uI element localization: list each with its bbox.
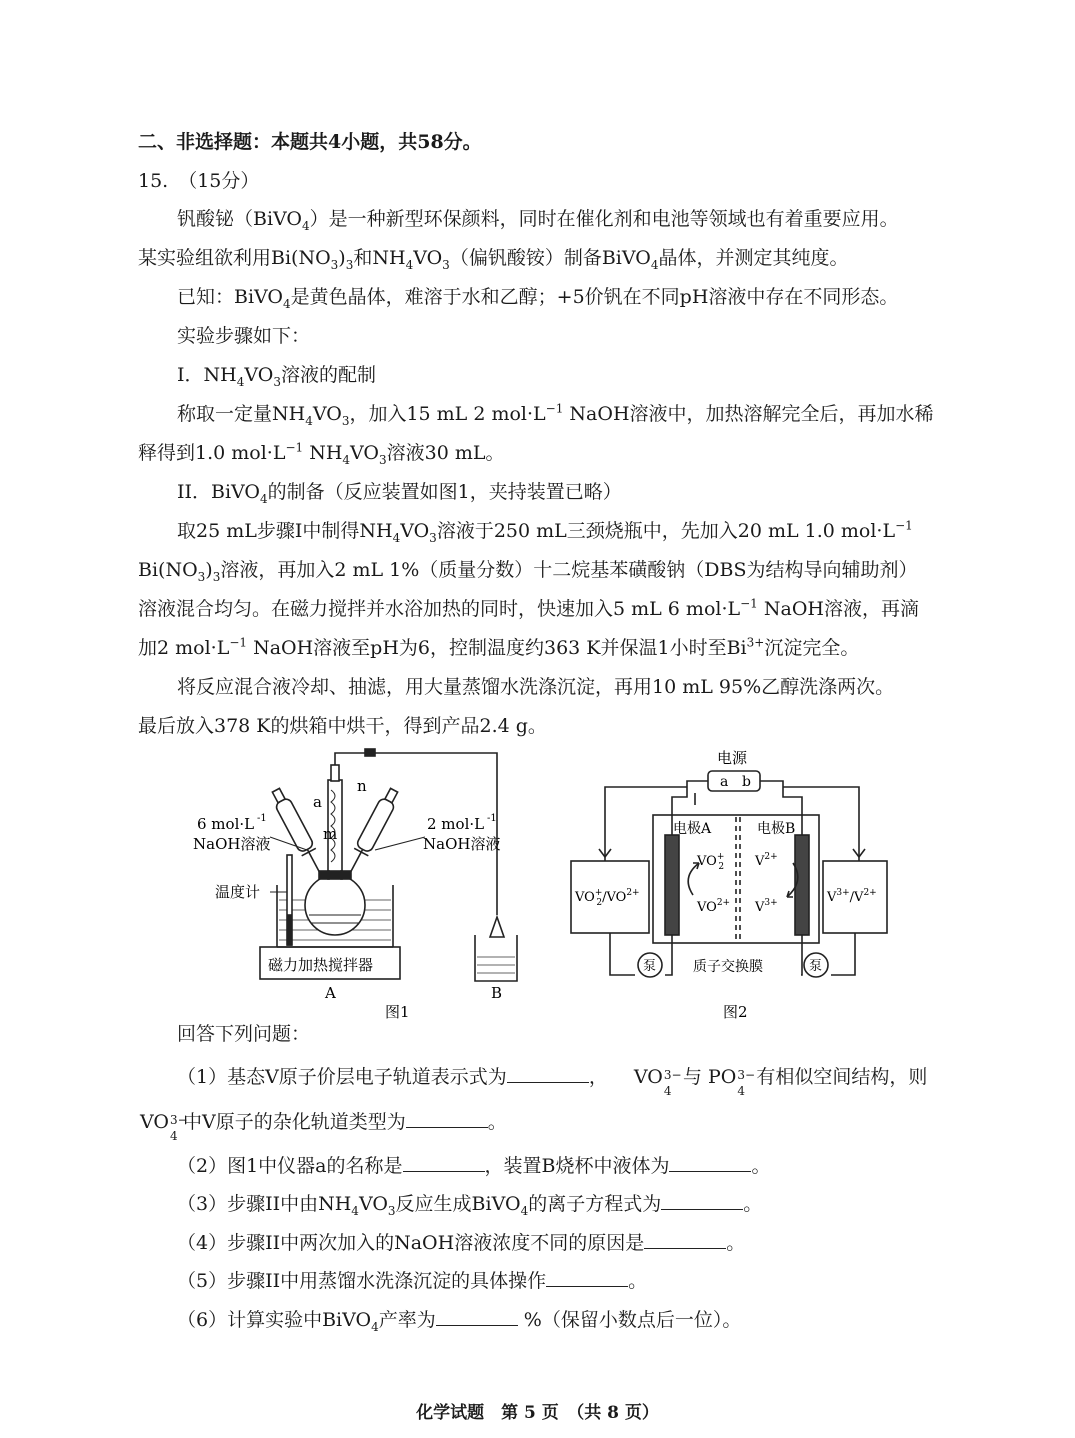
ion-scripts bbox=[169, 1108, 188, 1143]
sub: 4 bbox=[236, 374, 245, 389]
ion-charge: 3− bbox=[737, 1068, 756, 1082]
fig1-label-A: A bbox=[325, 984, 336, 1002]
figure-2 bbox=[565, 745, 895, 1025]
vo4-ion bbox=[140, 1108, 188, 1143]
text: 溶液30 mL。 bbox=[386, 442, 505, 464]
fig2-electrode-b-label: 电极B bbox=[757, 821, 796, 837]
question-points: （15分） bbox=[178, 170, 260, 192]
text: 与 bbox=[682, 1066, 702, 1088]
sub: 3 bbox=[273, 374, 281, 389]
text: NaOH溶液中，加热溶解完全后，再加水稀 bbox=[563, 403, 934, 425]
sub: 3 bbox=[330, 257, 339, 272]
sub: 4 bbox=[650, 257, 659, 272]
text: 有相似空间结构，则 bbox=[756, 1066, 928, 1088]
text: （3）步骤II中由NH bbox=[177, 1193, 352, 1215]
sub: 3 bbox=[442, 257, 450, 272]
sup: 3+ bbox=[746, 635, 765, 650]
step2-para-4 bbox=[138, 634, 859, 662]
step2-para-2 bbox=[138, 556, 918, 584]
ion-scripts bbox=[736, 1063, 756, 1098]
q2-line bbox=[177, 1152, 771, 1180]
text: Bi(NO bbox=[138, 559, 198, 581]
text: （2）图1中仪器a的名称是 bbox=[177, 1155, 403, 1177]
fig1-label-n: n bbox=[357, 777, 367, 795]
sub: 4 bbox=[283, 296, 291, 311]
q1-line-2 bbox=[140, 1108, 507, 1143]
beaker-b bbox=[475, 935, 517, 981]
ion-sub: 4 bbox=[663, 1084, 672, 1098]
fig2-ion-vo2p: $VO^{2+}$ bbox=[697, 898, 731, 915]
q3-line bbox=[177, 1190, 762, 1218]
fig2-left-pump-label: 泵 bbox=[643, 959, 657, 974]
text: 产率为 bbox=[378, 1309, 436, 1331]
text: 溶液的配制 bbox=[280, 364, 376, 386]
fig1-label-m: m bbox=[323, 825, 338, 843]
fig2-pole-a: a bbox=[720, 774, 729, 790]
intro-line-1 bbox=[177, 205, 899, 233]
fig2-right-pump-label: 泵 bbox=[809, 959, 823, 974]
text: 沉淀完全。 bbox=[764, 637, 860, 659]
sub: 4 bbox=[392, 530, 401, 545]
text: I．NH bbox=[177, 364, 237, 386]
answer-blank[interactable] bbox=[546, 1268, 628, 1287]
ion-base: VO bbox=[633, 1066, 663, 1088]
q5-line bbox=[177, 1267, 647, 1295]
fig1-stirrer-label: 磁力加热搅拌器 bbox=[268, 956, 374, 974]
sub: 4 bbox=[260, 491, 268, 506]
text: ， bbox=[588, 1066, 608, 1088]
answer-blank[interactable] bbox=[669, 1153, 751, 1172]
sub: 3 bbox=[341, 413, 350, 428]
three-neck-flask bbox=[305, 875, 365, 935]
text: 已知：BiVO bbox=[177, 286, 284, 308]
section-heading: 二、非选择题：本题共4小题，共58分。 bbox=[138, 131, 482, 153]
text: ) bbox=[205, 559, 213, 581]
sup: −1 bbox=[895, 518, 913, 533]
fig2-right-tank-label: $V^{3+}/V^{2+}$ bbox=[827, 888, 877, 905]
step2-heading bbox=[177, 478, 622, 506]
fig1-left-conc-sup: -1 bbox=[257, 813, 267, 824]
text: （5）步骤II中用蒸馏水洗涤沉淀的具体操作 bbox=[177, 1270, 547, 1292]
ion-sub: 4 bbox=[737, 1084, 746, 1098]
text: 。 bbox=[487, 1111, 507, 1133]
text: （4）步骤II中两次加入的NaOH溶液浓度不同的原因是 bbox=[177, 1232, 645, 1254]
text: （偏钒酸铵）制备BiVO bbox=[449, 247, 651, 269]
fig2-electrode-a-label: 电极A bbox=[673, 821, 712, 837]
fig1-right-conc: 2 mol·L bbox=[427, 815, 485, 833]
text: ，加入15 mL 2 mol·L bbox=[349, 403, 546, 425]
text: 某实验组欲利用Bi(NO bbox=[138, 247, 331, 269]
figure-1 bbox=[185, 745, 525, 1025]
text: 和NH bbox=[353, 247, 406, 269]
ion-scripts bbox=[663, 1063, 682, 1098]
fig2-membrane-label: 质子交换膜 bbox=[693, 959, 763, 975]
fig2-pole-b: b bbox=[742, 774, 751, 790]
text: ，装置B烧杯中液体为 bbox=[484, 1155, 670, 1177]
text: 取25 mL步骤I中制得NH bbox=[177, 520, 393, 542]
question-number-text: 15. bbox=[138, 170, 169, 192]
answer-blank[interactable] bbox=[507, 1064, 589, 1083]
text: （1）基态V原子价层电子轨道表示式为 bbox=[177, 1066, 507, 1088]
fig2-ion-v3: $V^{3+}$ bbox=[755, 898, 778, 915]
step2-para-3 bbox=[138, 595, 919, 623]
text: 的离子方程式为 bbox=[528, 1193, 662, 1215]
ion-charge: 3− bbox=[663, 1068, 682, 1082]
text: VO bbox=[312, 403, 342, 425]
fig1-left-naoh: NaOH溶液 bbox=[193, 835, 271, 853]
text: 溶液于250 mL三颈烧瓶中，先加入20 mL 1.0 mol·L bbox=[436, 520, 896, 542]
step1-para-2 bbox=[138, 439, 505, 467]
electrode-b bbox=[795, 835, 809, 935]
question-number bbox=[138, 167, 259, 195]
text: （6）计算实验中BiVO bbox=[177, 1309, 372, 1331]
text: 。 bbox=[743, 1193, 763, 1215]
q6-line bbox=[177, 1306, 741, 1334]
sub: 3 bbox=[197, 569, 206, 584]
answer-blank[interactable] bbox=[436, 1307, 518, 1326]
step2-para-1 bbox=[177, 517, 913, 545]
text: NaOH溶液，再滴 bbox=[757, 598, 919, 620]
text: ) bbox=[338, 247, 346, 269]
po4-ion bbox=[708, 1063, 756, 1098]
power-source bbox=[708, 771, 760, 791]
text: 。 bbox=[628, 1270, 648, 1292]
fig1-right-conc-sup: -1 bbox=[487, 813, 497, 824]
text: VO bbox=[413, 247, 443, 269]
sub: 3 bbox=[212, 569, 221, 584]
answer-blank[interactable] bbox=[403, 1153, 485, 1172]
step2-para-5: 将反应混合液冷却、抽滤，用大量蒸馏水洗涤沉淀，再用10 mL 95%乙醇洗涤两次。 bbox=[177, 676, 895, 698]
answer-blank[interactable] bbox=[661, 1191, 743, 1210]
fig1-label-B: B bbox=[491, 984, 503, 1002]
sup: −1 bbox=[229, 635, 248, 650]
intro-line-2 bbox=[138, 244, 848, 272]
fig1-thermometer-label: 温度计 bbox=[215, 883, 261, 901]
sub: 3 bbox=[429, 530, 437, 545]
sup: −1 bbox=[285, 440, 304, 455]
text: 的制备（反应装置如图1，夹持装置已略） bbox=[267, 481, 622, 503]
vo4-ion bbox=[633, 1063, 682, 1098]
text: %（保留小数点后一位）。 bbox=[517, 1309, 742, 1331]
text: ）是一种新型环保颜料，同时在催化剂和电池等领域也有着重要应用。 bbox=[309, 208, 899, 230]
fig2-caption: 图2 bbox=[723, 1003, 748, 1021]
fig2-ion-vo2plus: VO+ 2 bbox=[697, 852, 725, 872]
fig2-ion-v2: $V^{2+}$ bbox=[755, 852, 778, 869]
answer-prompt: 回答下列问题： bbox=[177, 1023, 311, 1045]
sub: 3 bbox=[379, 452, 387, 467]
ion-charge: 3− bbox=[169, 1113, 188, 1127]
text: 溶液，再加入2 mL 1%（质量分数）十二烷基苯磺酸钠（DBS为结构导向辅助剂） bbox=[220, 559, 918, 581]
text: 钒酸铋（BiVO bbox=[177, 208, 303, 230]
text: 反应生成BiVO bbox=[395, 1193, 521, 1215]
q4-line bbox=[177, 1229, 745, 1257]
ion-sub: 4 bbox=[169, 1129, 178, 1143]
answer-blank[interactable] bbox=[406, 1109, 488, 1128]
step1-para-1 bbox=[177, 400, 934, 428]
text: NaOH溶液至pH为6，控制温度约363 K并保温1小时至Bi bbox=[247, 637, 747, 659]
step2-para-6: 最后放入378 K的烘箱中烘干，得到产品2.4 g。 bbox=[138, 715, 547, 737]
electrode-a bbox=[665, 835, 679, 935]
sub: 4 bbox=[351, 1203, 359, 1218]
fig1-right-naoh: NaOH溶液 bbox=[423, 835, 501, 853]
sub: 4 bbox=[520, 1203, 529, 1218]
ion-base: VO bbox=[140, 1111, 169, 1133]
text: 称取一定量NH bbox=[177, 403, 306, 425]
text: VO bbox=[350, 442, 379, 464]
text: 加2 mol·L bbox=[138, 637, 230, 659]
fig2-power-label: 电源 bbox=[717, 749, 748, 767]
text: 。 bbox=[726, 1232, 746, 1254]
sup: −1 bbox=[545, 401, 564, 416]
sup: −1 bbox=[740, 596, 758, 611]
steps-title: 实验步骤如下： bbox=[177, 325, 311, 347]
text: 中V原子的杂化轨道类型为 bbox=[182, 1111, 406, 1133]
sub: 4 bbox=[305, 413, 313, 428]
text: 晶体，并测定其纯度。 bbox=[658, 247, 849, 269]
text: VO bbox=[358, 1193, 388, 1215]
fig1-caption: 图1 bbox=[385, 1003, 410, 1021]
fig1-label-a: a bbox=[313, 793, 322, 811]
page-footer: 化学试题 第 5 页 （共 8 页） bbox=[416, 1403, 659, 1423]
sub: 4 bbox=[371, 1319, 379, 1334]
sub: 3 bbox=[387, 1203, 396, 1218]
text: VO bbox=[400, 520, 430, 542]
answer-blank[interactable] bbox=[644, 1230, 726, 1249]
text: 溶液混合均匀。在磁力搅拌并水浴加热的同时，快速加入5 mL 6 mol·L bbox=[138, 598, 741, 620]
text: VO bbox=[244, 364, 274, 386]
known-line bbox=[177, 283, 898, 311]
sub: 4 bbox=[302, 218, 310, 233]
right-dropping-funnel bbox=[342, 787, 402, 880]
sub: 4 bbox=[342, 452, 351, 467]
text: 释得到1.0 mol·L bbox=[138, 442, 286, 464]
text: 是黄色晶体，难溶于水和乙醇；+5价钒在不同pH溶液中存在不同形态。 bbox=[290, 286, 899, 308]
fig2-left-tank-label: VO+ $2/VO^{2+}$ bbox=[575, 888, 640, 908]
sub: 3 bbox=[345, 257, 354, 272]
text: 。 bbox=[751, 1155, 771, 1177]
ion-base: PO bbox=[708, 1066, 737, 1088]
fig1-left-conc: 6 mol·L bbox=[197, 815, 255, 833]
sub: 4 bbox=[405, 257, 414, 272]
text: II．BiVO bbox=[177, 481, 261, 503]
step1-heading bbox=[177, 361, 376, 389]
text: NH bbox=[303, 442, 343, 464]
q1-line-1 bbox=[177, 1063, 928, 1098]
